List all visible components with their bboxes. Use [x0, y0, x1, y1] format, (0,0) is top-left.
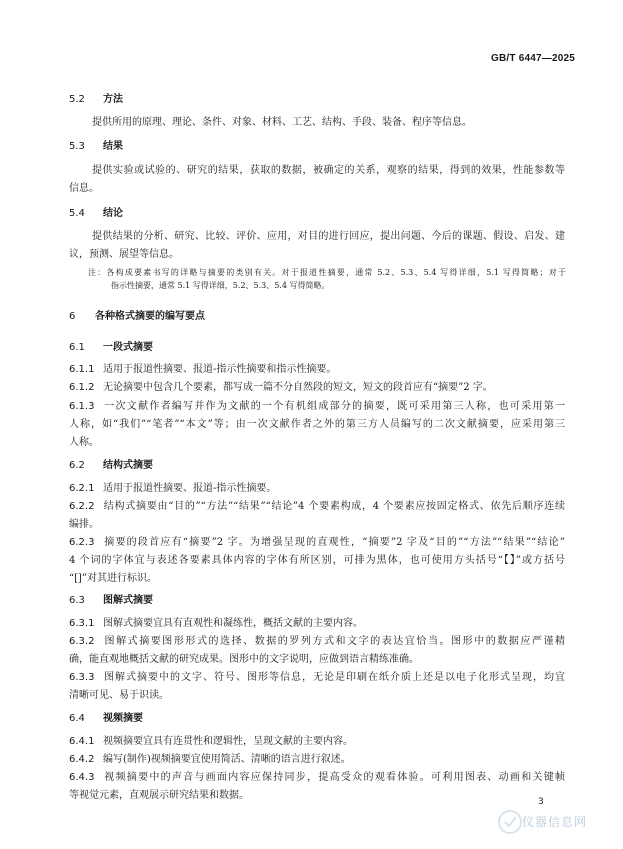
clause-6-3-1: 6.3.1 图解式摘要宜具有直观性和凝练性，概括文献的主要内容。 — [69, 618, 363, 629]
section-5-4-heading: 5.4 结论 — [69, 208, 123, 219]
note-line2: 指示性摘要，通常 5.1 写得详细，5.2、5.3、5.4 写得简略。 — [111, 281, 330, 290]
standard-number: GB/T 6447—2025 — [491, 53, 575, 64]
section-5-4-text-line2: 议，预测、展望等信息。 — [69, 249, 179, 260]
clause-6-3-3-line1: 6.3.3 图解式摘要中的文字、符号、图形等信息，无论是印刷在纸介质上还是以电子化形式呈现，均宜 — [69, 672, 565, 683]
clause-6-4-2: 6.4.2 编写(制作)视频摘要宜使用简活、清晰的语言进行叙述。 — [69, 754, 351, 765]
section-5-3-text-line1: 提供实验或试验的、研究的结果，获取的数据，被确定的关系，观察的结果，得到的效果，性能参数等 — [92, 165, 565, 176]
clause-6-1-2: 6.1.2 无论摘要中包含几个要素，都写成一篇不分自然段的短文，短文的段首应有“摘要”2 字。 — [69, 382, 493, 393]
section-5-3-text-line2: 信息。 — [69, 183, 99, 194]
clause-6-1-3-line2: 人称，如“我们”“笔者”“本文”等；由一次文献作者之外的第三方人员编写的二次文献摘要，应采用第三 — [69, 419, 565, 430]
clause-6-2-3-line2: 4 个词的字体宜与表述各要素具体内容的字体有所区别，可排为黑体，也可使用方头括号“【】”或方括号 — [69, 555, 565, 566]
section-6-2-heading: 6.2 结构式摘要 — [69, 460, 153, 471]
section-6-4-heading: 6.4 视频摘要 — [69, 713, 143, 724]
section-5-4-text-line1: 提供结果的分析、研究、比较、评价、应用，对目的进行回应，提出问题、今后的课题、假设、启发、建 — [92, 231, 565, 242]
clause-6-1-1: 6.1.1 适用于报道性摘要、报道-指示性摘要和指示性摘要。 — [69, 364, 337, 375]
clause-6-4-1: 6.4.1 视频摘要宜具有连贯性和逻辑性，呈现文献的主要内容。 — [69, 736, 353, 747]
clause-6-1-3-line1: 6.1.3 一次文献作者编写并作为文献的一个有机组成部分的摘要，既可采用第三人称，也可采用第一 — [69, 401, 565, 412]
section-5-3-heading: 5.3 结果 — [69, 141, 123, 152]
clause-6-1-3-line3: 人称。 — [69, 437, 99, 448]
clause-6-3-2-line1: 6.3.2 图解式摘要图形形式的选择、数据的罗列方式和文字的表达宜恰当。图形中的数据应严谨精 — [69, 636, 565, 647]
page-number: 3 — [538, 797, 544, 807]
note-line1: 注：各构成要素书写的详略与摘要的类别有关。对于报道性摘要，通常 5.2、5.3、5.4 写得详细，5.1 写得简略；对于 — [88, 268, 566, 277]
clause-6-2-2-line2: 编排。 — [69, 519, 99, 530]
section-6-3-heading: 6.3 图解式摘要 — [69, 595, 153, 606]
chapter-6-heading: 6 各种格式摘要的编写要点 — [69, 311, 205, 322]
clause-6-3-2-line2: 确，能直观地概括文献的研究成果。图形中的文字说明，应做到语言精练准确。 — [69, 654, 419, 665]
clause-6-2-1: 6.2.1 适用于报道性摘要、报道-指示性摘要。 — [69, 483, 277, 494]
section-5-2-heading: 5.2 方法 — [69, 94, 123, 105]
clause-6-2-3-line1: 6.2.3 摘要的段首应有“摘要”2 字。为增强呈现的直观性，“摘要”2 字及“目的”“方法”“结果”“结论” — [69, 537, 565, 548]
clause-6-2-3-line3: “[]”对其进行标识。 — [69, 573, 158, 584]
clause-6-3-3-line2: 清晰可见、易于识读。 — [69, 690, 169, 701]
clause-6-4-3-line1: 6.4.3 视频摘要中的声音与画面内容应保持同步，提高受众的观看体验。可利用图表、动画和关键帧 — [69, 772, 565, 783]
section-6-1-heading: 6.1 一段式摘要 — [69, 342, 153, 353]
clause-6-4-3-line2: 等视觉元素，直观展示研究结果和数据。 — [69, 790, 249, 801]
watermark-text: 仪器信息网 — [522, 815, 588, 829]
clause-6-2-2-line1: 6.2.2 结构式摘要由“目的”“方法”“结果”“结论”4 个要素构成，4 个要素应按固定格式、依先后顺序连续 — [69, 501, 565, 512]
section-5-2-text: 提供所用的原理、理论、条件、对象、材料、工艺、结构、手段、装备、程序等信息。 — [92, 117, 472, 128]
